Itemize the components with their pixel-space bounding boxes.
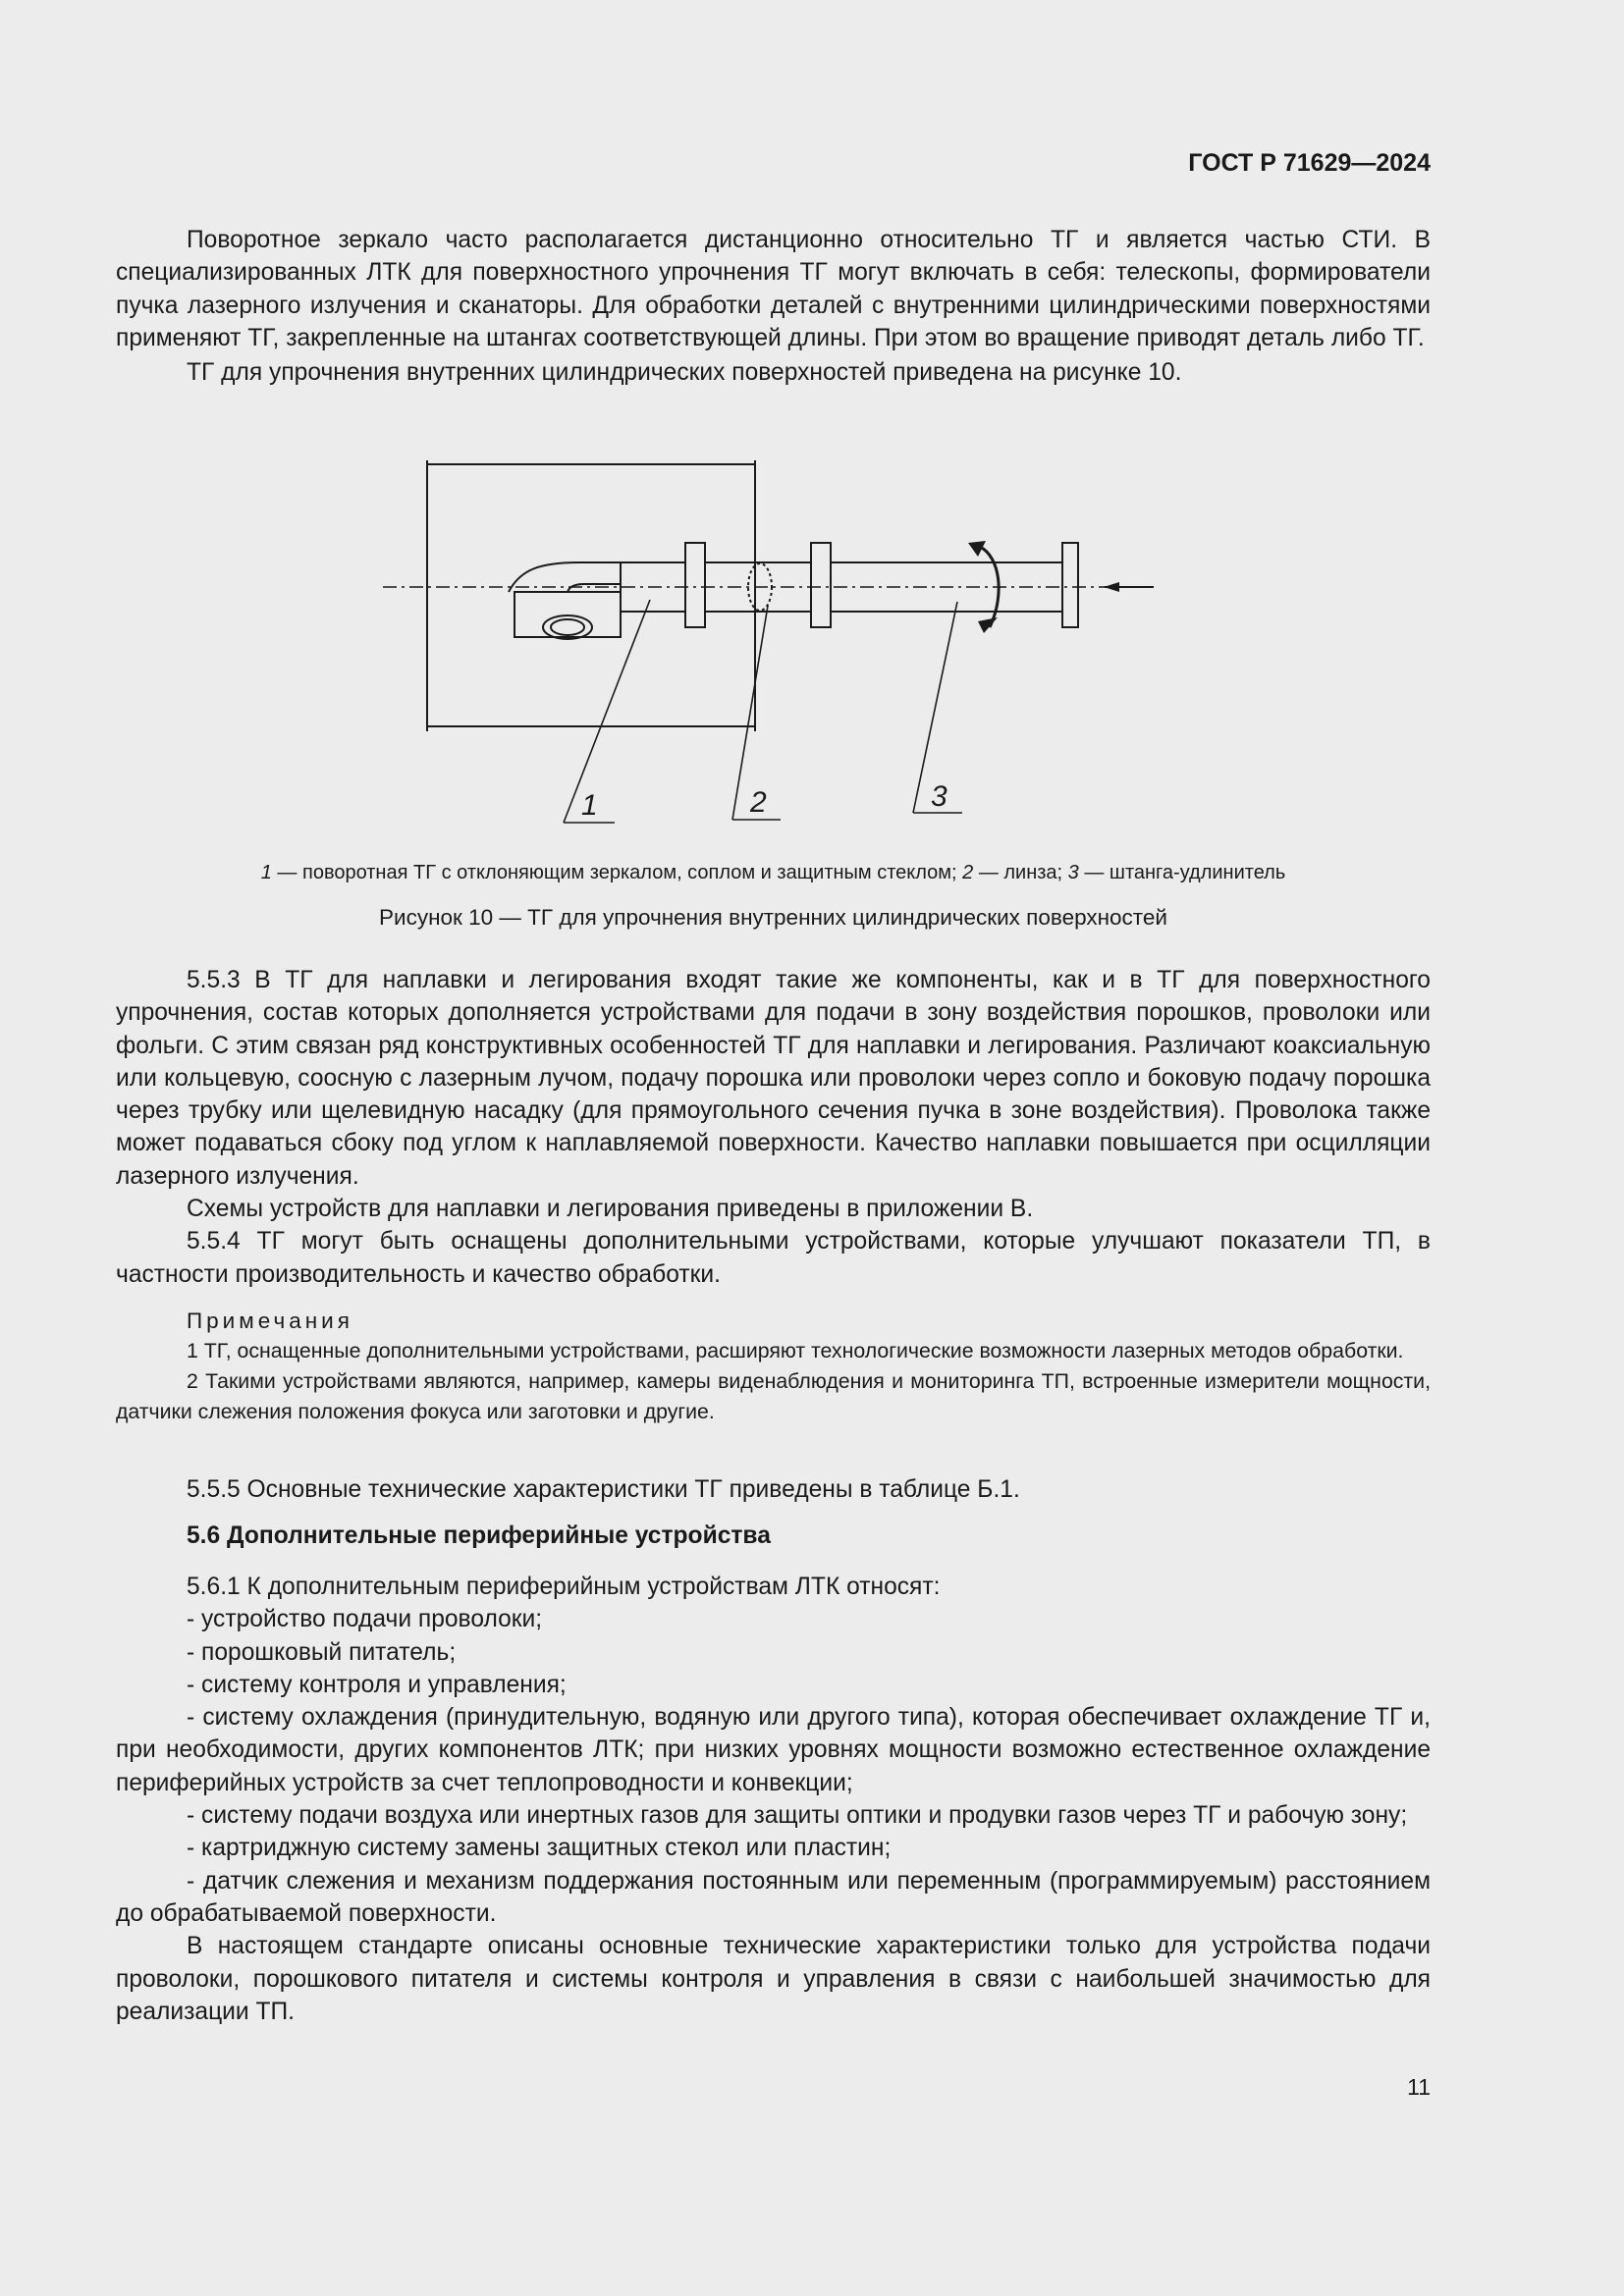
notes-title: Примечания — [187, 1308, 353, 1333]
list-item: - картриджную систему замены защитных стекол или пластин; — [187, 1835, 892, 1862]
list-item: - датчик слежения и механизм поддержания постоянным или переменным (программируемым) расстоянием до обрабатываемой поверхности. — [116, 1867, 1431, 1927]
paragraph: 5.5.5 Основные технические характеристики ТГ приведены в таблице Б.1. — [187, 1476, 1020, 1503]
callout-3: 3 — [931, 780, 947, 813]
intro-text — [116, 224, 1431, 389]
paragraph: 5.5.3 В ТГ для наплавки и легирования входят такие же компоненты, как и в ТГ для поверхностного упрочнения, состав которых дополняется устройствами для подачи в зону воздействия порошков, проволоки или фольги. С этим связан ряд конструктивных особенностей ТГ для наплавки и легирования. Различают коаксиальную или кольцевую, соосную с лазерным лучом, подачу порошка или проволоки через сопло и боковую подачу порошка через трубку или щелевидную насадку (для прямоугольного сечения пучка в зоне воздействия). Проволока также может подаваться сбоку под углом к наплавляемой поверхности. Качество наплавки повышается при осцилляции лазерного излучения. — [116, 967, 1431, 1190]
list-item: - порошковый питатель; — [187, 1638, 457, 1666]
legend-num: 3 — [1067, 862, 1079, 883]
paragraph: 5.5.4 ТГ могут быть оснащены дополнительными устройствами, которые улучшают показатели ТП, в частности производительность и качество обработки. — [116, 1228, 1431, 1288]
list-item: - систему контроля и управления; — [187, 1671, 567, 1698]
legend-num: 1 — [260, 862, 272, 883]
legend-num: 2 — [962, 862, 974, 883]
section-5-5-5 — [116, 1473, 1431, 1506]
intro-paragraph: ТГ для упрочнения внутренних цилиндрических поверхностей приведена на рисунке 10. — [187, 359, 1182, 387]
figure-10-drawing — [383, 447, 1188, 834]
list-item: - систему охлаждения (принудительную, водяную или другого типа), которая обеспечивает охлаждение ТГ и, при необходимости, других компонентов ЛТК; при низких уровнях мощности возможно естественное охлаждение периферийных устройств за счет теплопроводности и конвекции; — [116, 1704, 1431, 1796]
paragraph: Схемы устройств для наплавки и легирования приведены в приложении В. — [187, 1196, 1034, 1223]
note-item: 1 ТГ, оснащенные дополнительными устройствами, расширяют технологические возможности лазерных методов обработки. — [187, 1339, 1404, 1362]
callout-1: 1 — [581, 789, 598, 822]
figure-title: Рисунок 10 — ТГ для упрочнения внутренних цилиндрических поверхностей — [379, 905, 1167, 930]
note-item: 2 Такими устройствами являются, например, камеры виденаблюдения и мониторинга ТП, встроенные измерители мощности, датчики слежения положения фокуса или заготовки и другие. — [116, 1369, 1431, 1423]
list-item: - систему подачи воздуха или инертных газов для защиты оптики и продувки газов через ТГ и рабочую зону; — [187, 1802, 1408, 1830]
section-5-6-1 — [116, 1571, 1431, 2028]
figure-legend — [116, 862, 1431, 884]
callout-2: 2 — [750, 786, 767, 819]
legend-text: — штанга-удлинитель — [1078, 862, 1286, 883]
intro-paragraph: Поворотное зеркало часто располагается дистанционно относительно ТГ и является частью СТИ. В специализированных ЛТК для поверхностного упрочнения ТГ могут включать в себя: телескопы, формирователи пучка лазерного излучения и сканаторы. Для обработки деталей с внутренними цилиндрическими поверхностями применяют ТГ, закрепленные на штангах соответствующей длины. При этом во вращение приводят деталь либо ТГ. — [116, 227, 1431, 351]
legend-text: — линза; — [973, 862, 1068, 883]
paragraph: В настоящем стандарте описаны основные технические характеристики только для устройства подачи проволоки, порошкового питателя и системы контроля и управления в связи с наибольшей значимостью для реализации ТП. — [116, 1933, 1431, 2025]
section-5-6-heading — [187, 1522, 1431, 1550]
paragraph: 5.6.1 К дополнительным периферийным устройствам ЛТК относят: — [187, 1574, 941, 1600]
document-code: ГОСТ Р 71629—2024 — [1188, 149, 1431, 177]
list-item: - устройство подачи проволоки; — [187, 1606, 543, 1633]
page-number: 11 — [1407, 2074, 1431, 2100]
section-heading: 5.6 Дополнительные периферийные устройства — [187, 1522, 771, 1549]
legend-text: — поворотная ТГ с отклоняющим зеркалом, соплом и защитным стеклом; — [271, 862, 963, 883]
section-5-5-3 — [116, 964, 1431, 1291]
notes — [116, 1306, 1431, 1427]
